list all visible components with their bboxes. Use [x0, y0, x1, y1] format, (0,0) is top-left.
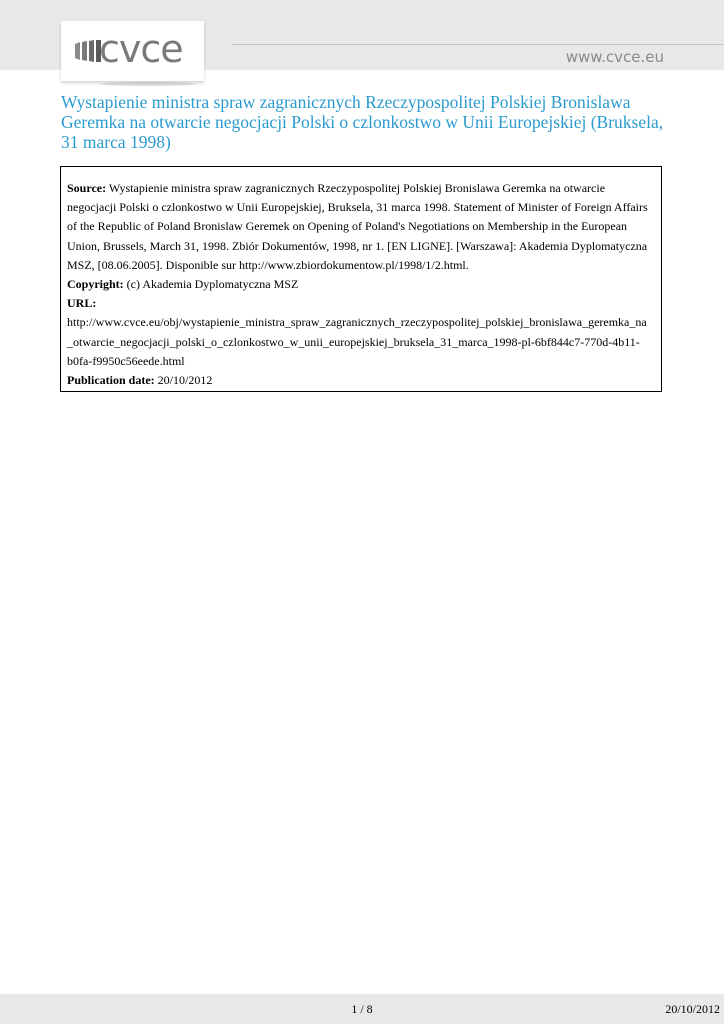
publication-date-label: Publication date:: [67, 373, 155, 388]
header-rule: [232, 44, 724, 45]
url-line-2[interactable]: _otwarcie_negocjacji_polski_o_czlonkostwo_w_unii_europejskiej_bruksela_31_marca_1998-pl-6bf844c7-770d-4b11-: [67, 334, 640, 349]
copyright-entry: [67, 275, 655, 294]
url-label: URL:: [67, 296, 97, 311]
cvce-logo[interactable]: [61, 21, 204, 81]
footer-date: 20/10/2012: [665, 1002, 720, 1016]
logo-shadow: [100, 82, 196, 86]
url-entry: [67, 294, 655, 313]
document-title: Wystapienie ministra spraw zagranicznych Rzeczypospolitej Polskiej Bronislawa Geremka na otwarcie negocjacji Polski o czlonkostwo w Unii Europejskiej (Bruksela, 31 marca 1998): [61, 92, 664, 152]
url-line-1[interactable]: http://www.cvce.eu/obj/wystapienie_ministra_spraw_zagranicznych_rzeczypospolitej_polskiej_bronislawa_geremka_na: [67, 315, 647, 330]
publication-date-entry: [67, 371, 655, 390]
source-entry: [67, 179, 655, 275]
page-number: 1 / 8: [351, 1002, 373, 1016]
copyright-label: Copyright:: [67, 277, 124, 292]
metadata-box: [60, 166, 662, 392]
source-label: Source:: [67, 181, 107, 195]
source-text: Wystapienie ministra spraw zagranicznych Rzeczypospolitej Polskiej Bronislawa Geremka na otwarcie negocjacji Polski o czlonkostwo w Unii Europejskiej, Bruksela, 31 marca 1998. Statement of Minister of Foreign Affairs of the Republic of Poland Bronislaw Geremek on Opening of Poland's Negotiations on Membership in the European Union, Brussels, March 31, 1998. Zbiór Dokumentów, 1998, nr 1. [EN LIGNE]. [Warszawa]: Akademia Dyplomatyczna MSZ, [08.06.2005]. Disponible sur http://www.zbiordokumentow.pl/1998/1/2.html.: [67, 181, 648, 272]
publication-date-text: 20/10/2012: [157, 373, 213, 388]
copyright-text: (c) Akademia Dyplomatyczna MSZ: [126, 277, 299, 292]
logo-stripes-icon: [75, 40, 101, 62]
url-link[interactable]: [67, 313, 655, 371]
site-url[interactable]: www.cvce.eu: [565, 48, 664, 66]
logo-text: cvce: [99, 27, 183, 71]
url-line-3[interactable]: b0fa-f9950c56eede.html: [67, 353, 185, 368]
